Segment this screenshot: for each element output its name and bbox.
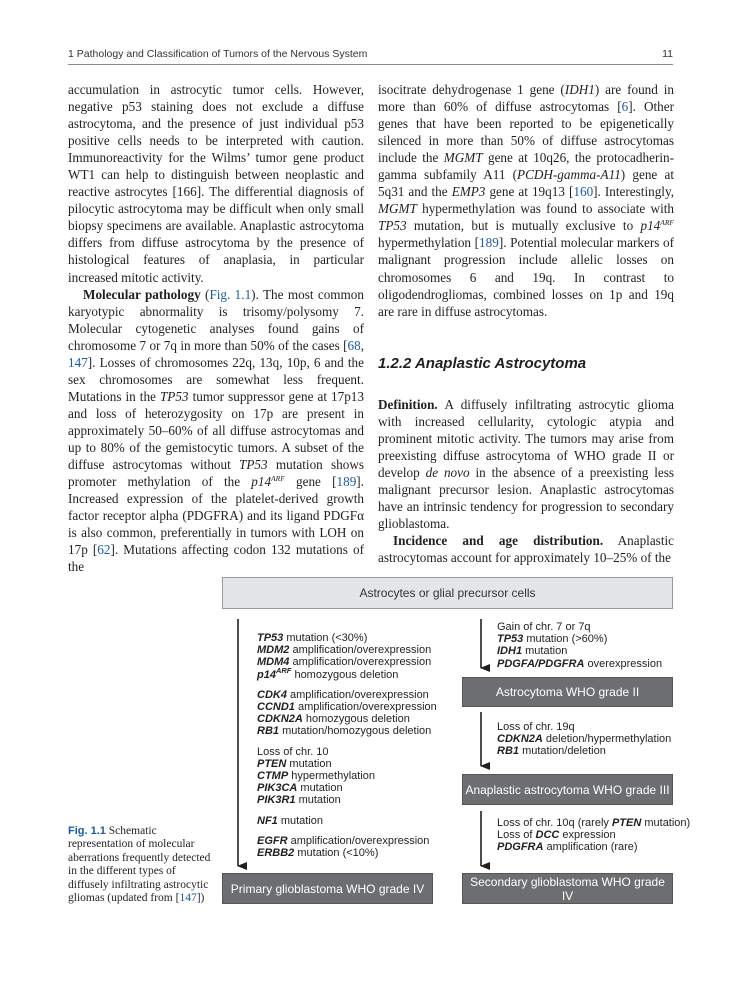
alteration-item: EGFR amplification/overexpression <box>257 834 430 847</box>
gene-name: EMP3 <box>451 184 486 200</box>
alteration-item: Loss of chr. 10 <box>257 745 329 758</box>
citation-link[interactable]: 147 <box>68 354 88 370</box>
alteration-item: RB1 mutation/homozygous deletion <box>257 725 432 738</box>
paragraph-p53-staining: accumulation in astrocytic tumor cells. However, negative p53 staining does not exclude a diffuse astrocytoma, and the presence of just individual p53 positive cells needs to be interpreted with caution. Immunoreactivity for the Wilms’ tumor gene product WT1 can help to distinguish between neoplastic and reactive astrocytes [166]. The differential diagnosis of pilocytic astrocytoma may be difficult when only small biopsy specimens are available. Anaplastic astrocytoma differs from diffuse astrocytoma by the presence of histological features of anaplasia, in particular increased mitotic activity. <box>68 82 364 285</box>
secondary-gbm-alterations <box>497 817 690 854</box>
citation-link[interactable]: 160 <box>573 184 594 200</box>
primary-pathway-alterations <box>257 632 437 859</box>
paragraph-idh1: isocitrate dehydrogenase 1 gene (IDH1) are found in more than 60% of diffuse astrocytomas [6]. Other genes that have been reported to be epigenetically silenced in more than 50% of diffuse astrocytomas include the MGMT gene at 10q26, the protocadherin-gamma subfamily A11 (PCDH-gamma-A11) gene at 5q31 and the EMP3 gene at 19q13 [160]. Interestingly, MGMT hypermethylation was found to associate with TP53 mutation, but is mutually exclusive to $p14^{ARF}$ hypermethylation [189]. Potential molecular markers of malignant progression include allelic losses on chromosomes 6 and 19q. In contrast to oligodendrogliomas, combined losses on 1p and 19q are rare in diffuse astrocytomas. <box>378 82 674 319</box>
alteration-item: CDKN2A deletion/hypermethylation <box>497 733 672 746</box>
citation-link[interactable]: 189 <box>479 235 499 251</box>
gene-name: p14 <box>251 474 272 490</box>
box-astrocytoma-grade-ii: Astrocytoma WHO grade II <box>462 677 673 707</box>
gene-name: MGMT <box>443 150 483 166</box>
alteration-item: PDGFRA amplification (rare) <box>497 841 638 854</box>
box-primary-glioblastoma: Primary glioblastoma WHO grade IV <box>222 873 433 904</box>
alteration-item: ERBB2 mutation (<10%) <box>257 847 379 860</box>
alteration-item: TP53 mutation (<30%) <box>257 632 368 644</box>
alteration-item: TP53 mutation (>60%) <box>497 633 608 646</box>
anaplastic-alterations <box>497 721 671 758</box>
astrocytoma-alterations <box>497 621 662 670</box>
box-secondary-glioblastoma: Secondary glioblastoma WHO grade IV <box>462 873 673 904</box>
gene-name: IDH1 <box>564 82 595 97</box>
paragraph-molecular-pathology: Molecular pathology (Fig. 1.1). The most common karyotypic abnormality is trisomy/polysomy 7. Molecular cytogenetic analyses found gains of chromosome 7 or 7q in more than 50% of the cases [68, 147]. Losses of chromosomes 22q, 13q, 10p, 6 and the sex chromosomes are somewhat less frequent. Mutations in the TP53 tumor suppressor gene at 17p13 and loss of heterozygosity on 17p are present in approximately 50–60% of all diffuse astrocytomas and up to 80% of the gemistocytic tumors. A subset of the diffuse astrocytomas without TP53 mutation shows promoter methylation of the $p14^{ARF}$ gene [189]. Increased expression of the platelet-derived growth factor receptor alpha (PDGFRA) and its ligand PDGFα is also common, preferentially in tumors with LOH on 17p [62]. Mutations affecting codon 132 mutations of the <box>68 286 365 575</box>
alteration-item: PDGFA/PDGFRA overexpression <box>497 657 663 670</box>
alteration-item: Loss of chr. 19q <box>497 721 575 733</box>
alteration-item: PTEN mutation <box>257 757 332 770</box>
alteration-item: NF1 mutation <box>257 814 324 827</box>
paragraph-definition: Definition. A diffusely infiltrating astrocytic glioma with increased cellularity, cytologic atypia and prominent mitotic activity. The tumors may arise from preexisting diffuse astrocytoma of WHO grade II or develop de novo in the absence of a preexisting less malignant precursor lesion. Anaplastic astrocytomas have an intrinsic tendency for progression to secondary glioblastoma. <box>378 396 674 531</box>
citation-link[interactable]: 147 <box>179 892 197 905</box>
citation-link[interactable]: 6 <box>621 99 629 115</box>
figure-link[interactable]: Fig. 1.1 <box>209 286 252 302</box>
figure-label: Fig. 1.1 <box>68 825 106 837</box>
gene-name: TP53 <box>159 388 189 404</box>
alteration-item: MDM2 amplification/overexpression <box>257 644 432 657</box>
alteration-item: RB1 mutation/deletion <box>497 745 606 758</box>
alteration-item: IDH1 mutation <box>497 645 568 658</box>
alteration-item: Loss of chr. 10q (rarely PTEN mutation) <box>497 817 691 829</box>
alteration-item: CDKN2A homozygous deletion <box>257 713 410 726</box>
alteration-item: CTMP hypermethylation <box>257 770 375 783</box>
gene-name: TP53 <box>378 218 407 234</box>
run-in-heading: Incidence and age distribution. <box>393 533 604 549</box>
alteration-item: $p14^{ARF}$ homozygous deletion <box>257 665 399 681</box>
alteration-item: PIK3R1 mutation <box>257 794 341 807</box>
gene-name: PCDH-gamma-A11 <box>517 167 621 183</box>
alteration-item: CCND1 amplification/overexpression <box>257 701 437 714</box>
citation-link[interactable]: 68 <box>347 337 361 353</box>
gene-name: TP53 <box>239 457 268 473</box>
citation-link[interactable]: 62 <box>97 542 111 558</box>
alteration-item: MDM4 amplification/overexpression <box>257 656 432 669</box>
box-astrocytes-precursor: Astrocytes or glial precursor cells <box>222 577 673 609</box>
box-anaplastic-grade-iii: Anaplastic astrocytoma WHO grade III <box>462 774 673 805</box>
page-number: 11 <box>662 48 673 60</box>
chapter-title: 1 Pathology and Classification of Tumors of the Nervous System <box>68 48 368 60</box>
section-title: 1.2.2 Anaplastic Astrocytoma <box>378 354 587 372</box>
run-in-heading: Molecular pathology <box>83 286 201 302</box>
figure-caption: Fig. 1.1 Schematic representation of molecular aberrations frequently detected in the different types of diffusely infiltrating astrocytic gliomas (updated from [147]) <box>68 825 211 905</box>
run-in-heading: Definition. <box>378 396 438 412</box>
citation-link[interactable]: 189 <box>336 474 357 490</box>
alteration-item: PIK3CA mutation <box>257 782 343 795</box>
alteration-item: CDK4 amplification/overexpression <box>257 688 429 701</box>
paragraph-incidence: Incidence and age distribution. Anaplastic astrocytomas account for approximately 10–25% of the <box>378 533 674 566</box>
gene-name: MGMT <box>378 201 417 217</box>
gene-name: p14 <box>640 218 661 234</box>
alteration-item: Loss of DCC expression <box>497 829 616 842</box>
alteration-item: Gain of chr. 7 or 7q <box>497 621 591 633</box>
